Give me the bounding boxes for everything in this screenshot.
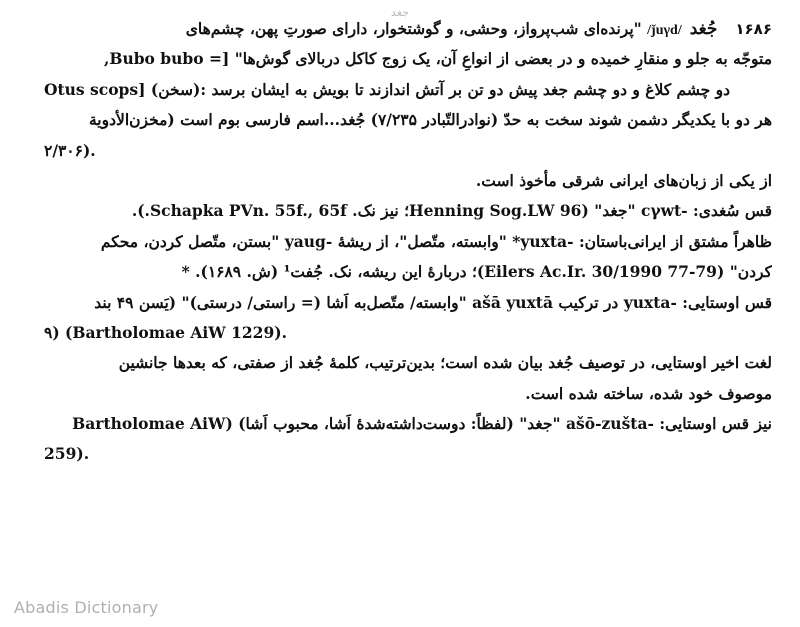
etymology-line: لغت اخیر اوستایی، در توصیف جُغد بیان شده است؛ بدین‌ترتیب، کلمهٔ جُغد از صفتی، که بعدها جانشین — [118, 353, 772, 373]
entry-line: ۲/۳۰۶). — [44, 140, 96, 160]
etymology-line: نیز قس اوستایی: -ašō-zušta "جغد" (لفظاً: دوست‌داشته‌شدهٔ اَشا، محبوب اَشا) (Bartholomae AiW — [72, 414, 772, 434]
etymology-line: کردن" (Eilers Ac.Ir. 30/1990 77-79)؛ دربارهٔ این ریشه، نک. جُفت¹ (ش. ۱۶۸۹). * — [181, 262, 772, 282]
entry-number: ۱۶۸۶ — [735, 20, 772, 38]
watermark-text: Abadis Dictionary — [14, 598, 159, 617]
definition-text: "پرنده‌ای شب‌پرواز، وحشی، و گوشتخوار، دارای صورتِ پهن، چشم‌های — [185, 19, 642, 38]
entry-line: Otus scops] (سخن): دو چشم کلاغ و دو چشم جغد پیش دو تن بر آتش اندازند تا بویش به ایشان برسد — [44, 79, 731, 99]
dictionary-entry — [44, 14, 772, 470]
etymology-line: قس اوستایی: -yuxta در ترکیب ašā yuxtā "وابسته/ متّصل‌به اَشا (= راستی/ درستی)" (یَسن ۴۹ بند — [94, 292, 772, 312]
transcription: /ǰuγd/ — [647, 23, 682, 38]
etymology-line: ظاهراً مشتق از ایرانی‌باستان: -yuxta* "وابسته، متّصل"، از ریشهٔ -yaug "بستن، متّصل کردن، محکم — [100, 231, 772, 251]
headword: جُغد — [689, 19, 718, 39]
etymology-line: قس سُغدی: -cγwt "جغد" (Henning Sog.LW 96؛ نیز نک. Schapka PVn. 55f., 65f.). — [131, 201, 772, 221]
entry-line: هر دو با یکدیگر دشمن شوند سخت به حدّ (نوادرالتّبادر ۷/۲۳۵) جُغد...اسم فارسی بوم است (مخزن‌الأدویة — [88, 110, 772, 130]
top-word-label: جغد — [391, 6, 409, 19]
etymology-line: 259). — [44, 444, 90, 464]
entry-line — [44, 14, 772, 44]
etymology-line: از یکی از زبان‌های ایرانی شرقی مأخوذ است. — [475, 170, 772, 190]
etymology-line: موصوف خود شده، ساخته شده است. — [525, 383, 772, 403]
entry-line: متوجّه به جلو و منقارِ خمیده و در بعضی از انواعِ آن، یک زوج کاکل دربالای گوش‌ها" [= Bubo bubo, — [103, 49, 772, 69]
etymology-line: ۹) (Bartholomae AiW 1229). — [44, 322, 287, 342]
